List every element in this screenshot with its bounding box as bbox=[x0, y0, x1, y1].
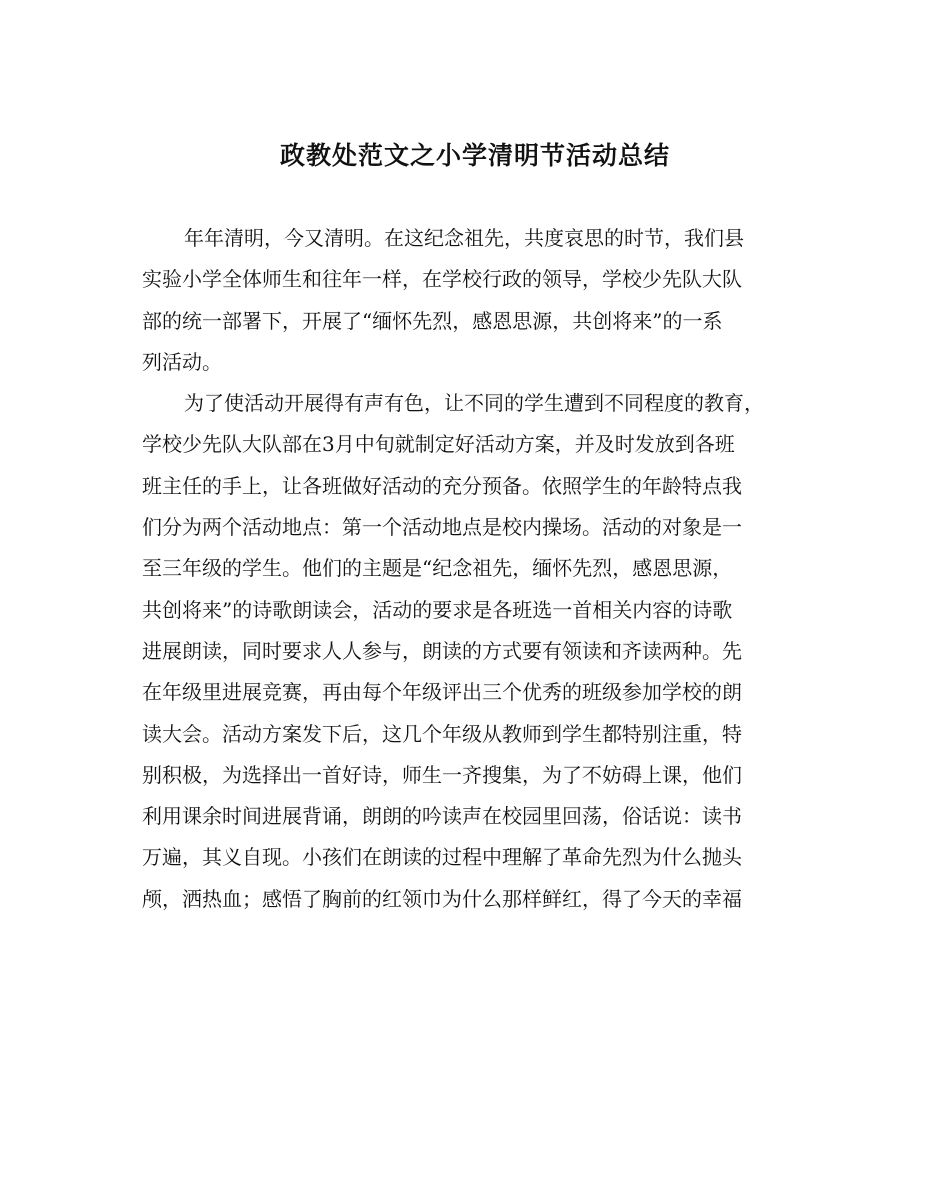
document-body bbox=[142, 218, 812, 920]
document-title: 政教处范文之小学清明节活动总结 bbox=[279, 141, 670, 170]
text-line: 部的统一部署下，开展了“缅怀先烈，感恩思源，共创将来”的一系 bbox=[142, 308, 723, 333]
text-line: 实验小学全体师生和往年一样，在学校行政的领导，学校少先队大队 bbox=[142, 267, 742, 292]
text-line: 为了使活动开展得有声有色，让不同的学生遭到不同程度的教育， bbox=[184, 391, 764, 416]
paragraph-2 bbox=[142, 383, 812, 920]
text-line: 别积极，为选择出一首好诗，师生一齐搜集，为了不妨碍上课，他们 bbox=[142, 762, 742, 787]
text-line: 班主任的手上，让各班做好活动的充分预备。依照学生的年龄特点我 bbox=[142, 473, 742, 498]
paragraph-1 bbox=[142, 218, 812, 383]
text-line: 在年级里进展竞赛，再由每个年级评出三个优秀的班级参加学校的朗 bbox=[142, 680, 742, 705]
text-line: 利用课余时间进展背诵，朗朗的吟读声在校园里回荡，俗话说：读书 bbox=[142, 804, 742, 829]
text-line: 读大会。活动方案发下后，这几个年级从教师到学生都特别注重，特 bbox=[142, 721, 742, 746]
text-line: 颅，洒热血；感悟了胸前的红领巾为什么那样鲜红，得了今天的幸福 bbox=[142, 886, 742, 911]
text-line: 共创将来”的诗歌朗读会，活动的要求是各班选一首相关内容的诗歌 bbox=[142, 597, 733, 622]
text-line: 们分为两个活动地点：第一个活动地点是校内操场。活动的对象是一 bbox=[142, 515, 742, 540]
text-line: 学校少先队大队部在3月中旬就制定好活动方案，并及时发放到各班 bbox=[142, 432, 735, 457]
text-line: 列活动。 bbox=[142, 349, 222, 374]
text-line: 至三年级的学生。他们的主题是“纪念祖先，缅怀先烈，感恩思源， bbox=[142, 556, 733, 581]
text-line: 进展朗读，同时要求人人参与，朗读的方式要有领读和齐读两种。先 bbox=[142, 638, 742, 663]
text-line: 万遍，其义自现。小孩们在朗读的过程中理解了革命先烈为什么抛头 bbox=[142, 845, 742, 870]
text-line: 年年清明，今又清明。在这纪念祖先，共度哀思的时节，我们县 bbox=[184, 226, 744, 250]
